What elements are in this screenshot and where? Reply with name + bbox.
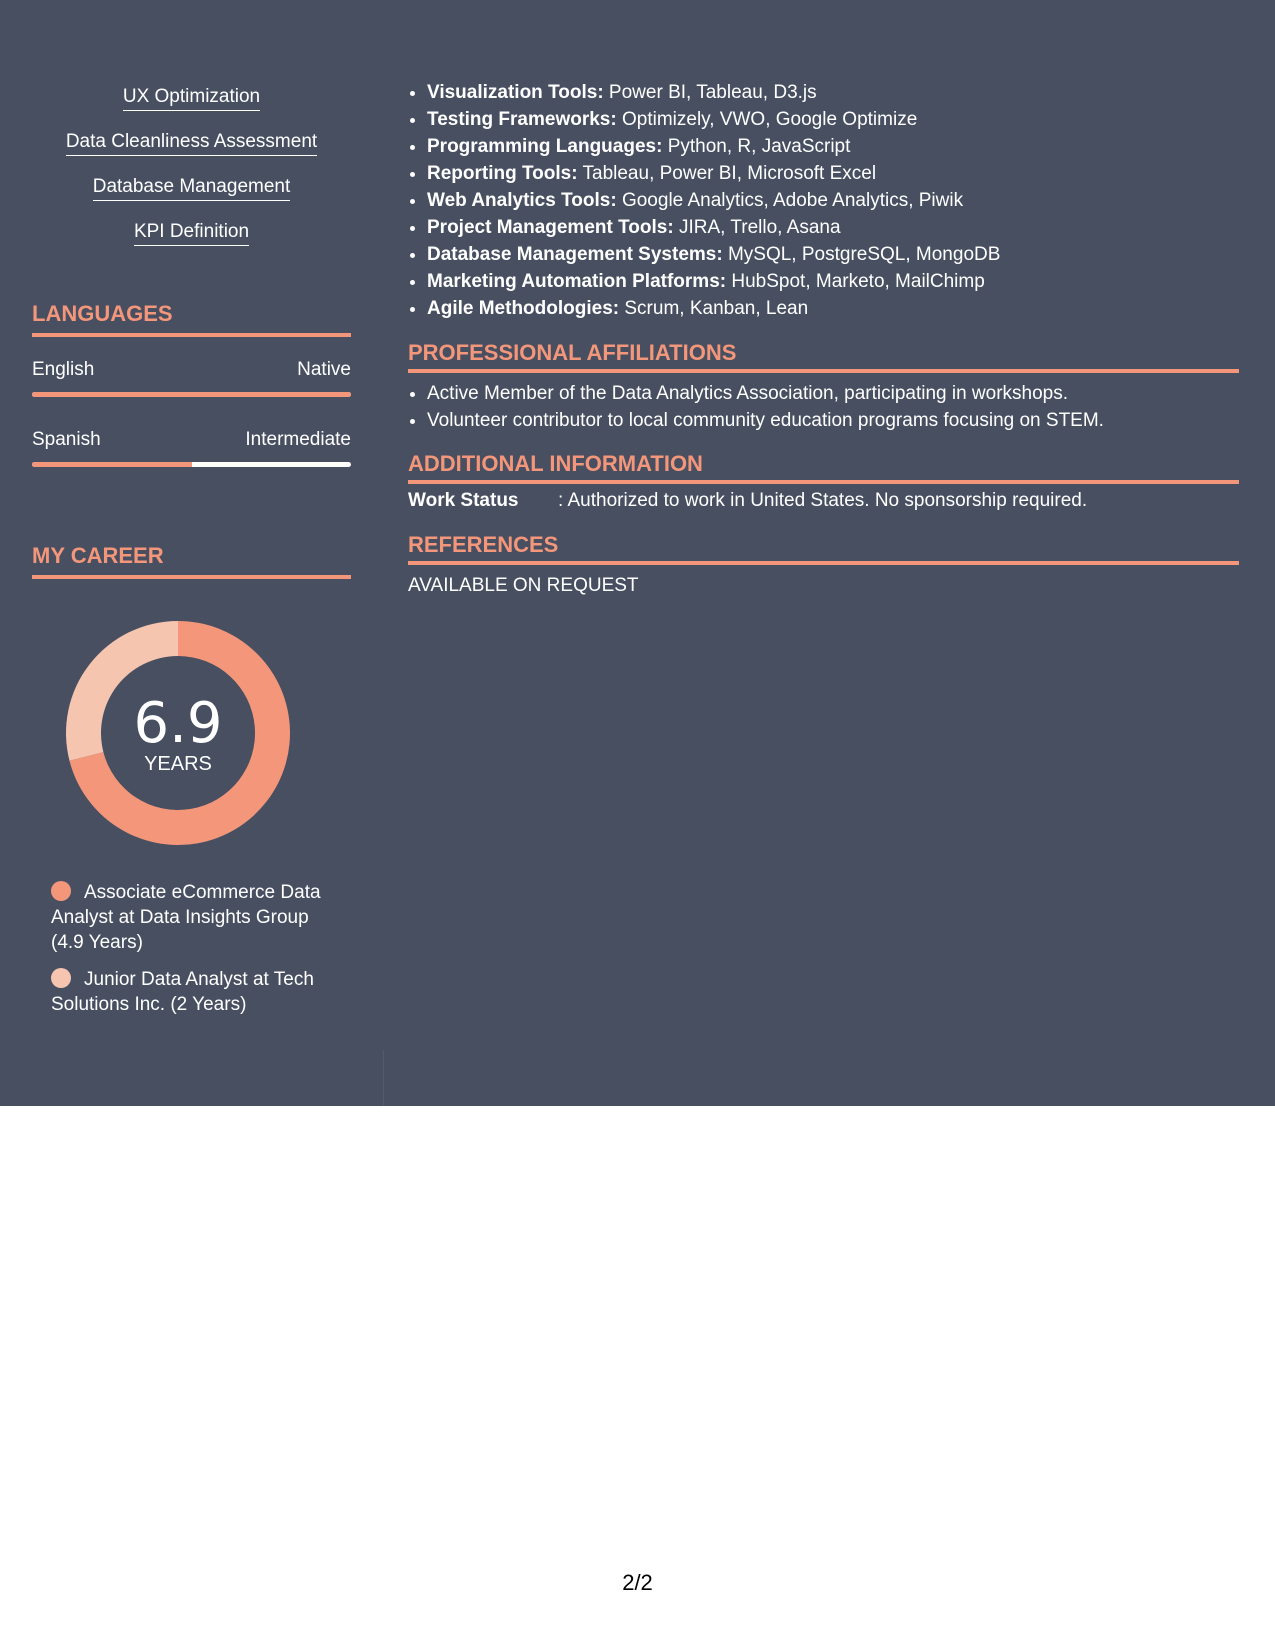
legend-dot-icon — [51, 968, 71, 988]
work-status-row — [408, 490, 1239, 512]
tool-category: Programming Languages: — [427, 136, 663, 157]
skill-item — [32, 131, 351, 156]
tool-values: Optimizely, VWO, Google Optimize — [616, 109, 918, 130]
skill-item — [32, 221, 351, 246]
tool-category: Reporting Tools: — [427, 163, 578, 184]
tool-values: Python, R, JavaScript — [662, 136, 851, 157]
career-legend-item — [51, 880, 331, 955]
language-level: Intermediate — [245, 429, 351, 450]
language-proficiency-bar — [32, 462, 351, 467]
affiliations-heading: PROFESSIONAL AFFILIATIONS — [408, 340, 1239, 373]
skill-label: Data Cleanliness Assessment — [66, 131, 317, 156]
languages-heading: LANGUAGES — [32, 301, 351, 337]
career-heading: MY CAREER — [32, 543, 351, 579]
language-name: Spanish — [32, 429, 101, 450]
tool-values: Scrum, Kanban, Lean — [619, 298, 809, 319]
career-legend-label: Associate eCommerce Data Analyst at Data Insights Group (4.9 Years) — [51, 882, 321, 953]
tools-list-item — [427, 79, 1000, 106]
references-text: AVAILABLE ON REQUEST — [408, 575, 639, 596]
tool-category: Web Analytics Tools: — [427, 190, 617, 211]
skill-label: UX Optimization — [123, 86, 260, 111]
tool-values: MySQL, PostgreSQL, MongoDB — [722, 244, 1001, 265]
tool-category: Testing Frameworks: — [427, 109, 617, 130]
page-number: 2/2 — [622, 1570, 653, 1595]
career-legend-label: Junior Data Analyst at Tech Solutions Inc. (2 Years) — [51, 969, 314, 1015]
skill-label: KPI Definition — [134, 221, 249, 246]
tools-list — [408, 79, 1000, 322]
tool-values: Google Analytics, Adobe Analytics, Piwik — [616, 190, 964, 211]
tools-list-item — [427, 214, 1000, 241]
column-divider — [383, 1050, 384, 1106]
career-legend — [51, 880, 331, 1029]
tool-values: HubSpot, Marketo, MailChimp — [726, 271, 985, 292]
career-donut-chart — [66, 621, 290, 845]
language-proficiency-fill — [32, 462, 192, 467]
tools-list-item — [427, 160, 1000, 187]
language-item — [32, 359, 351, 397]
references-heading: REFERENCES — [408, 532, 1239, 565]
tool-category: Marketing Automation Platforms: — [427, 271, 727, 292]
career-total-years: 6.9 — [133, 691, 223, 756]
skill-item — [32, 176, 351, 201]
tool-category: Project Management Tools: — [427, 217, 674, 238]
tool-category: Agile Methodologies: — [427, 298, 620, 319]
language-name: English — [32, 359, 95, 380]
additional-info-heading: ADDITIONAL INFORMATION — [408, 451, 1239, 484]
legend-dot-icon — [51, 881, 71, 901]
language-level: Native — [297, 359, 351, 380]
affiliations-list — [408, 380, 1104, 434]
work-status-value: : Authorized to work in United States. No sponsorship required. — [558, 490, 1088, 511]
affiliation-item: • Active Member of the Data Analytics Association, participating in workshops. — [427, 380, 1104, 407]
skill-item — [32, 86, 351, 111]
tool-values: JIRA, Trello, Asana — [673, 217, 841, 238]
tools-list-item — [427, 241, 1000, 268]
tools-list-item — [427, 133, 1000, 160]
tools-list-item — [427, 295, 1000, 322]
tool-category: Database Management Systems: — [427, 244, 723, 265]
tools-list-item — [427, 268, 1000, 295]
language-item — [32, 429, 351, 467]
tools-list-item — [427, 187, 1000, 214]
tools-list-item — [427, 106, 1000, 133]
career-total-unit: YEARS — [144, 753, 212, 775]
skill-label: Database Management — [93, 176, 291, 201]
tool-values: Power BI, Tableau, D3.js — [603, 82, 817, 103]
tool-category: Visualization Tools: — [427, 82, 604, 103]
language-proficiency-fill — [32, 392, 351, 397]
affiliation-item: • Volunteer contributor to local community education programs focusing on STEM. — [427, 407, 1104, 434]
career-legend-item — [51, 967, 331, 1017]
language-proficiency-bar — [32, 392, 351, 397]
work-status-label: Work Status — [408, 490, 519, 511]
tool-values: Tableau, Power BI, Microsoft Excel — [577, 163, 877, 184]
